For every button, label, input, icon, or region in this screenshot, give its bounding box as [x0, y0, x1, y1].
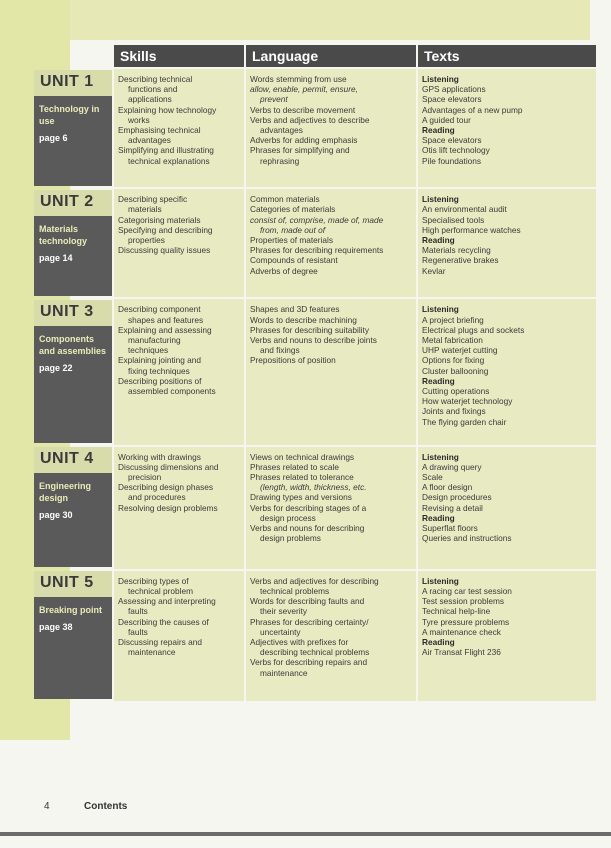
language-cell: [246, 299, 416, 444]
unit-topic: Materials technology: [39, 224, 88, 246]
language-item: Phrases for describing suitability: [250, 324, 369, 335]
skills-item: fixing techniques: [128, 365, 190, 376]
skills-item: materials: [128, 204, 162, 215]
language-item: maintenance: [260, 667, 308, 678]
unit-page: page 30: [39, 510, 73, 520]
texts-section-heading: Listening: [422, 304, 459, 315]
skills-item: faults: [128, 606, 148, 617]
skills-cell: [114, 571, 244, 701]
language-item: Verbs and adjectives for describing: [250, 575, 379, 586]
skills-item: Explaining jointing and: [118, 355, 202, 366]
texts-section-heading: Reading: [422, 235, 455, 245]
bottom-rule: [0, 832, 611, 836]
texts-item: Superflat floors: [422, 523, 478, 533]
unit-page: page 22: [39, 363, 73, 373]
skills-item: Resolving design problems: [118, 502, 218, 513]
skills-item: Describing design phases: [118, 482, 214, 493]
skills-item: Emphasising technical: [118, 125, 201, 136]
texts-item: Metal fabrication: [422, 334, 483, 345]
language-item: Verbs to describe movement: [250, 104, 356, 115]
language-cell: [246, 189, 416, 297]
texts-cell: [418, 299, 596, 444]
top-green-band: [70, 0, 590, 40]
header-row: [114, 45, 596, 67]
unit-page: page 14: [39, 253, 73, 263]
language-item: Verbs for describing repairs and: [250, 657, 368, 668]
unit-topic: Components and assemblies: [39, 334, 107, 356]
language-item: Words for describing faults and: [250, 596, 365, 607]
texts-item: Revising a detail: [422, 502, 483, 513]
unit-label-box: [34, 300, 112, 443]
skills-item: manufacturing: [128, 334, 181, 345]
texts-section-heading: Listening: [422, 74, 459, 84]
unit-number: UNIT 1: [34, 70, 112, 96]
texts-item: Queries and instructions: [422, 533, 512, 544]
skills-item: precision: [128, 471, 162, 482]
unit-row: [114, 571, 596, 701]
language-item: Compounds of resistant: [250, 255, 338, 266]
language-item: allow, enable, permit, ensure,: [250, 84, 358, 95]
skills-item: Working with drawings: [118, 451, 201, 462]
texts-section-heading: Listening: [422, 194, 459, 205]
skills-item: Describing the causes of: [118, 616, 209, 627]
texts-item: Otis lift technology: [422, 145, 490, 156]
texts-section-heading: Listening: [422, 575, 459, 586]
texts-item: Cluster ballooning: [422, 365, 489, 376]
language-item: Adverbs of degree: [250, 265, 318, 276]
skills-item: Describing component: [118, 304, 201, 315]
texts-cell: [418, 189, 596, 297]
unit-topic: Technology in use: [39, 104, 100, 126]
unit-number: UNIT 3: [34, 300, 112, 326]
skills-item: and procedures: [128, 492, 186, 503]
language-item: design problems: [260, 533, 321, 544]
language-item: Properties of materials: [250, 235, 334, 245]
texts-item: Regenerative brakes: [422, 255, 499, 266]
skills-item: Discussing dimensions and: [118, 461, 219, 472]
language-item: uncertainty: [260, 626, 301, 637]
language-item: Shapes and 3D features: [250, 304, 340, 315]
skills-item: Describing specific: [118, 194, 188, 205]
texts-item: Air Transat Flight 236: [422, 647, 501, 658]
language-item: advantages: [260, 125, 303, 136]
texts-item: A floor design: [422, 482, 473, 493]
language-item: and fixings: [260, 345, 300, 356]
skills-cell: [114, 69, 244, 187]
texts-cell: [418, 447, 596, 569]
texts-item: High performance watches: [422, 224, 521, 235]
header-skills: Skills: [114, 45, 244, 67]
language-cell: [246, 571, 416, 701]
skills-item: Describing positions of: [118, 375, 202, 386]
language-item: Prepositions of position: [250, 355, 336, 366]
skills-item: faults: [128, 626, 148, 637]
footer-label: Contents: [84, 801, 128, 812]
language-item: Phrases for describing requirements: [250, 245, 384, 256]
skills-item: Explaining how technology: [118, 104, 217, 115]
texts-section-heading: Reading: [422, 636, 455, 647]
skills-cell: [114, 447, 244, 569]
texts-item: Joints and fixings: [422, 406, 486, 417]
header-language: Language: [246, 45, 416, 67]
texts-item: Kevlar: [422, 265, 446, 276]
unit-label-box: [34, 571, 112, 699]
texts-item: Advantages of a new pump: [422, 104, 523, 115]
language-item: Common materials: [250, 194, 320, 205]
skills-item: applications: [128, 94, 172, 105]
language-item: Phrases related to scale: [250, 461, 340, 472]
language-cell: [246, 69, 416, 187]
texts-item: A maintenance check: [422, 626, 501, 637]
page-number: 4: [44, 801, 50, 812]
language-item: describing technical problems: [260, 647, 370, 658]
texts-item: GPS applications: [422, 84, 486, 95]
language-item: rephrasing: [260, 155, 300, 166]
language-item: technical problems: [260, 585, 330, 596]
texts-item: Electrical plugs and sockets: [422, 324, 525, 335]
language-item: Adjectives with prefixes for: [250, 636, 349, 647]
texts-item: Space elevators: [422, 135, 482, 146]
skills-item: Discussing quality issues: [118, 245, 211, 256]
unit-row: [114, 69, 596, 187]
unit-row: [114, 447, 596, 569]
unit-topic: Engineering design: [39, 481, 92, 503]
unit-number: UNIT 2: [34, 190, 112, 216]
language-item: Adverbs for adding emphasis: [250, 135, 358, 146]
texts-section-heading: Reading: [422, 375, 455, 386]
texts-item: A racing car test session: [422, 585, 512, 596]
texts-item: A drawing query: [422, 461, 482, 472]
unit-topic: Breaking point: [39, 605, 103, 615]
texts-cell: [418, 69, 596, 187]
skills-item: Discussing repairs and: [118, 636, 202, 647]
texts-item: UHP waterjet cutting: [422, 345, 498, 356]
texts-item: An environmental audit: [422, 204, 507, 215]
skills-item: functions and: [128, 84, 178, 95]
header-texts: Texts: [418, 45, 596, 67]
unit-label-box: [34, 70, 112, 186]
skills-cell: [114, 189, 244, 297]
skills-cell: [114, 299, 244, 444]
texts-item: Pile foundations: [422, 155, 482, 166]
language-item: Words to describe machining: [250, 314, 357, 325]
language-item: their severity: [260, 606, 308, 617]
texts-item: Cutting operations: [422, 385, 490, 396]
texts-cell: [418, 571, 596, 701]
skills-item: works: [128, 114, 150, 125]
skills-item: assembled components: [128, 385, 216, 396]
skills-item: Describing technical: [118, 74, 193, 84]
skills-item: Describing types of: [118, 575, 189, 586]
skills-item: techniques: [128, 345, 169, 356]
language-item: Categories of materials: [250, 204, 336, 215]
unit-page: page 38: [39, 622, 73, 632]
language-item: Drawing types and versions: [250, 492, 352, 503]
language-item: Views on technical drawings: [250, 451, 355, 462]
unit-label-box: [34, 190, 112, 296]
language-item: Verbs and nouns to describe joints: [250, 334, 377, 345]
texts-item: Design procedures: [422, 492, 492, 503]
skills-item: technical explanations: [128, 155, 210, 166]
texts-item: Tyre pressure problems: [422, 616, 510, 627]
language-item: Phrases for simplifying and: [250, 145, 350, 156]
skills-item: technical problem: [128, 585, 194, 596]
skills-item: maintenance: [128, 647, 176, 658]
language-item: Verbs and nouns for describing: [250, 523, 365, 533]
skills-item: Categorising materials: [118, 214, 201, 225]
texts-item: Space elevators: [422, 94, 482, 105]
skills-item: Simplifying and illustrating: [118, 145, 214, 156]
skills-item: advantages: [128, 135, 171, 146]
texts-item: Materials recycling: [422, 245, 491, 256]
language-item: (length, width, thickness, etc.: [260, 482, 367, 493]
texts-item: The flying garden chair: [422, 416, 507, 427]
texts-item: Technical help-line: [422, 606, 491, 617]
contents-table: [112, 43, 598, 703]
texts-section-heading: Reading: [422, 512, 455, 523]
unit-row: [114, 189, 596, 297]
language-item: Verbs and adjectives to describe: [250, 114, 370, 125]
texts-section-heading: Listening: [422, 451, 459, 462]
unit-number: UNIT 4: [34, 447, 112, 473]
language-item: consist of, comprise, made of, made: [250, 214, 384, 225]
texts-item: A guided tour: [422, 114, 471, 125]
texts-item: How waterjet technology: [422, 396, 513, 407]
texts-item: Scale: [422, 471, 443, 482]
texts-item: Specialised tools: [422, 214, 485, 225]
language-item: prevent: [260, 94, 288, 105]
language-item: Phrases for describing certainty/: [250, 616, 369, 627]
language-item: Words stemming from use: [250, 74, 347, 84]
unit-label-box: [34, 447, 112, 567]
skills-item: shapes and features: [128, 314, 204, 325]
language-item: design process: [260, 512, 316, 523]
skills-item: Explaining and assessing: [118, 324, 212, 335]
skills-item: Assessing and interpreting: [118, 596, 216, 607]
texts-item: A project briefing: [422, 314, 484, 325]
language-item: Verbs for describing stages of a: [250, 502, 367, 513]
texts-item: Options for fixing: [422, 355, 485, 366]
unit-page: page 6: [39, 133, 68, 143]
unit-number: UNIT 5: [34, 571, 112, 597]
skills-item: Specifying and describing: [118, 224, 213, 235]
skills-item: properties: [128, 235, 165, 245]
texts-item: Test session problems: [422, 596, 505, 607]
language-item: Phrases related to tolerance: [250, 471, 354, 482]
texts-section-heading: Reading: [422, 125, 455, 136]
unit-row: [114, 299, 596, 444]
language-cell: [246, 447, 416, 569]
language-item: from, made out of: [260, 224, 326, 235]
